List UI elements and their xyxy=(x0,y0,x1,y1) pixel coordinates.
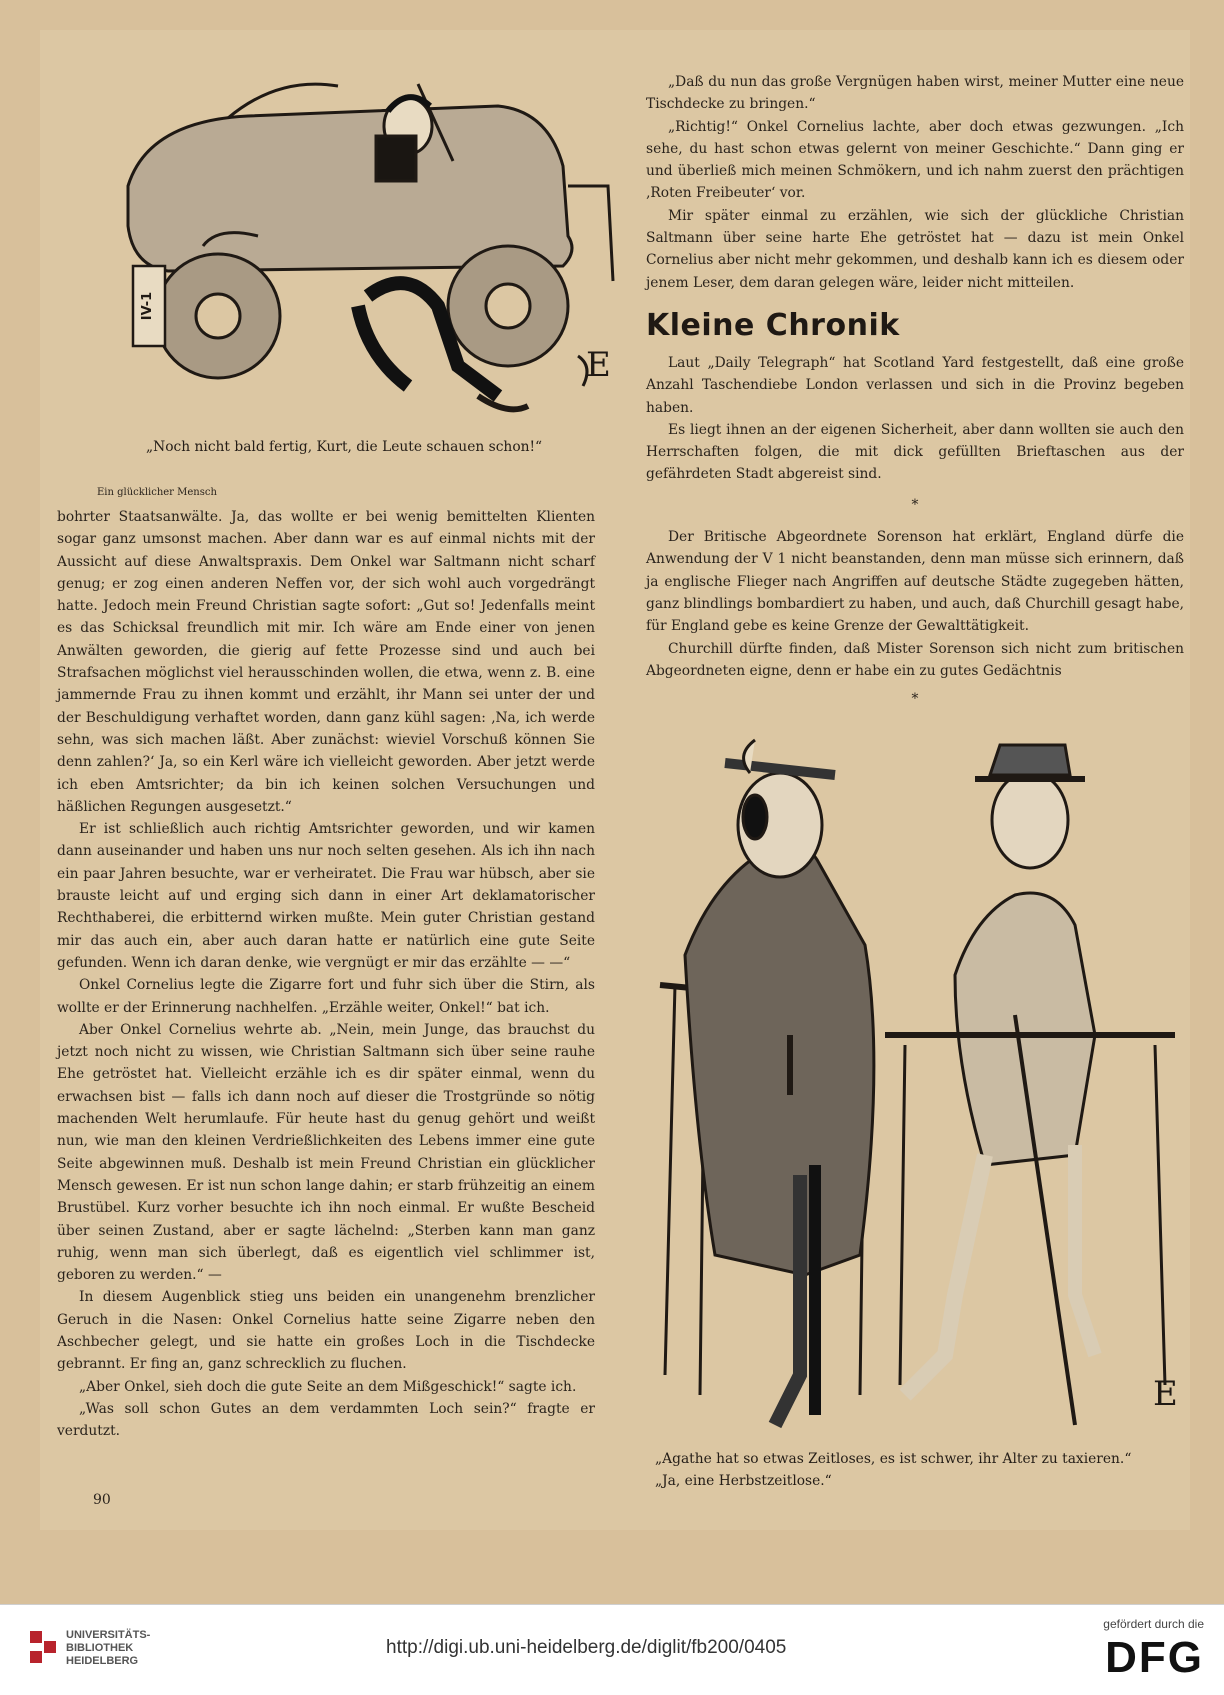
running-section-label: Ein glücklicher Mensch xyxy=(97,487,217,498)
artist-signature: E xyxy=(586,345,611,385)
artist-signature: E xyxy=(1153,1374,1178,1414)
sponsor-text: gefördert durch die xyxy=(1103,1617,1204,1631)
chronik-paragraph: Laut „Daily Telegraph“ hat Scotland Yard festgestellt, daß eine große Anzahl Taschendiebe London verlassen und sich in die Provinz begeben haben. xyxy=(646,355,1184,416)
dfg-logo: DFG xyxy=(1105,1633,1204,1682)
chronik-item: Churchill dürfte finden, daß Mister Sorenson sich nicht zum britischen Abgeordneten eigne, denn er habe ein zu gutes Gedächtnis xyxy=(646,640,1184,679)
chronik-heading: Kleine Chronik xyxy=(646,308,900,343)
car-caption: „Noch nicht bald fertig, Kurt, die Leute schauen schon!“ xyxy=(146,439,543,455)
left-column xyxy=(57,506,595,1442)
university-library-logo-icon xyxy=(28,1627,58,1671)
left-paragraph: In diesem Augenblick stieg uns beiden ein unangenehm brenzlicher Geruch in die Nasen: Onkel Cornelius hatte seine Zigarre neben den Aschbecher gelegt, und sie hatte ein großes Loch in die Tischdecke gebrannt. Er fing an, ganz schrecklich zu fluchen. xyxy=(57,1289,595,1373)
left-paragraph: Aber Onkel Cornelius wehrte ab. „Nein, mein Junge, das brauchst du jetzt noch nicht zu wissen, wie Christian Saltmann sich über seine rauhe Ehe getröstet hat. Vielleicht erzähle ich es dir später einmal, wenn du erwachsen bist — falls ich dann noch auf dieser die Trostgründe so nötig machenden Welt herumlaufe. Für heute hast du genug gehört und weißt nun, wie man den kleinen Verdrießlichkeiten des Lebens immer eine gute Seite abgewinnen muß. Deshalb ist mein Freund Christian ein glücklicher Mensch gewesen. Er ist nun schon lange dahin; er starb frühzeitig an einem Brustübel. Kurz vorher besuchte ich ihn noch einmal. Er wußte Bescheid über seinen Zustand, aber er sagte lächelnd: „Sterben kann man ganz ruhig, wenn man sich überlegt, daß es eigentlich viel schlimmer ist, geboren zu werden.“ — xyxy=(57,1021,595,1284)
digital-library-footer xyxy=(0,1604,1224,1695)
left-paragraph: bohrter Staatsanwälte. Ja, das wollte er bei wenig bemittelten Klienten sogar ganz umsonst machen. Aber dann war es auf einmal nichts mit der Aussicht auf diese Anwaltspraxis. Dem Onkel war Saltmann nicht scharf genug; er zog einen anderen Neffen vor, der sich wohl auch vorgedrängt hatte. Jedoch mein Freund Christian sagte sofort: „Gut so! Jedenfalls meint es das Schicksal freundlich mit mir. Ich wäre am Ende einer von jenen Anwälten geworden, die gierig auf fette Prozesse sind und auch bei Strafsachen möglichst viel herausschinden wollen, die etwa, wenn z. B. eine jammernde Frau zu ihnen kommt und erzählt, ihr Mann sei unter der und der Beschuldigung verhaftet worden, dann ganz kühl sagen: ‚Na, ich werde sehn, was sich machen läßt. Aber zunächst: wieviel Vorschuß können Sie denn zahlen?‘ Ja, so ein Kerl wäre ich vielleicht geworden. Aber jetzt werde ich eben Amtsrichter; da bin ich keinen solchen Versuchungen und häßlichen Regungen ausgesetzt.“ xyxy=(57,509,595,815)
left-paragraph: „Aber Onkel, sieh doch die gute Seite an dem Mißgeschick!“ sagte ich. xyxy=(79,1378,577,1395)
right-paragraph: Mir später einmal zu erzählen, wie sich der glückliche Christian Saltmann über seine harte Ehe getröstet hat — dazu ist mein Onkel Cornelius aber nicht mehr gekommen, und deshalb kann ich es diesem oder jenem Leser, dem daran gelegen wäre, leider nicht mitteilen. xyxy=(646,207,1184,291)
left-paragraph: „Was soll schon Gutes an dem verdammten Loch sein?“ fragte er verdutzt. xyxy=(57,1400,595,1440)
page-number: 90 xyxy=(93,1492,111,1508)
chronik-item: Der Britische Abgeordnete Sorenson hat erklärt, England dürfe die Anwendung der V 1 nicht beanstanden, denn man müsse sich erinnern, daß ja englische Flieger nach Angriffen auf deutsche Städte zugegeben hätten, ganz blindlings bombardiert zu haben, und auch, daß Churchill gesagt habe, für England gebe es keine Grenze der Gewalttätigkeit. xyxy=(646,529,1184,635)
men-caption-line-2: „Ja, eine Herbstzeitlose.“ xyxy=(655,1473,832,1489)
page-url-link[interactable]: http://digi.ub.uni-heidelberg.de/diglit/fb200/0405 xyxy=(386,1637,787,1658)
chronik-separator: * xyxy=(911,496,919,513)
car-plate-text: IV-1 xyxy=(140,291,155,321)
right-paragraph: „Richtig!“ Onkel Cornelius lachte, aber doch etwas gezwungen. „Ich sehe, du hast schon etwas gelernt von meiner Geschichte.“ Dann ging er und überließ mich meinen Schmökern, und ich nahm zuerst den prächtigen ‚Roten Freibeuter‘ vor. xyxy=(646,118,1184,202)
left-paragraph: Er ist schließlich auch richtig Amtsrichter geworden, und wir kamen dann auseinander und haben uns nur noch selten gesehen. Als ich ihn nach ein paar Jahren besuchte, war er verheiratet. Die Frau war hübsch, aber sie brauste leicht auf und erging sich dann in einer Art deklamatorischer Rechthaberei, die erbitternd wirken mußte. Mein guter Christian gestand mir das auch ein, aber auch daran hatte er natürlich eine gute Seite gefunden. Wenn ich daran denke, wie vergnügt er mir das erzählte — —“ xyxy=(57,821,595,971)
chronik-separator: * xyxy=(911,691,919,708)
men-caption xyxy=(655,1448,1195,1492)
institution-name: UNIVERSITÄTS- BIBLIOTHEK HEIDELBERG xyxy=(66,1629,151,1667)
chronik-paragraph: Es liegt ihnen an der eigenen Sicherheit, aber dann wollten sie auch den Herrschaften folgen, die mit dick gefüllten Brieftaschen aus der gefährdeten Stadt abgereist sind. xyxy=(646,421,1184,483)
car-cartoon-illustration xyxy=(108,66,628,431)
men-caption-line-1: „Agathe hat so etwas Zeitloses, es ist schwer, ihr Alter zu taxieren.“ xyxy=(655,1451,1132,1467)
chronik-body xyxy=(646,352,1184,716)
right-paragraph: „Daß du nun das große Vergnügen haben wirst, meiner Mutter eine neue Tischdecke zu bringen.“ xyxy=(646,74,1184,113)
two-men-cartoon-illustration xyxy=(655,735,1195,1435)
left-paragraph: Onkel Cornelius legte die Zigarre fort und fuhr sich über die Stirn, als wollte er der Erinnerung nachhelfen. „Erzähle weiter, Onkel!“ bat ich. xyxy=(57,977,595,1016)
right-column-story-end xyxy=(646,71,1184,294)
